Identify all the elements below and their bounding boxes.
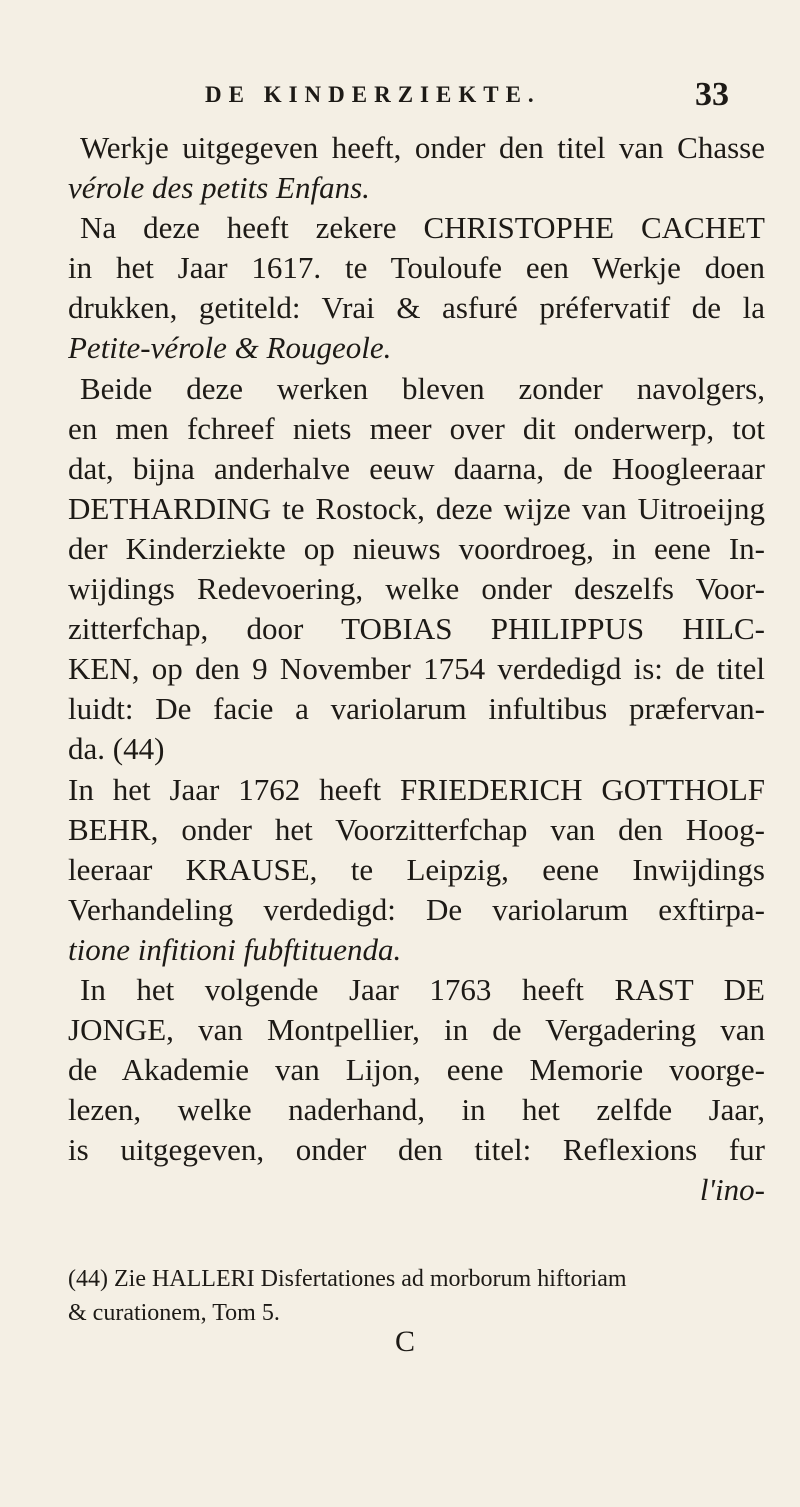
text-line: Verhandeling verdedigd: De variolarum exftirpa- (68, 891, 765, 927)
text-line: da. (44) (68, 731, 165, 767)
footnote (68, 1262, 765, 1330)
text-line: is uitgegeven, onder den titel: Reflexions fur (68, 1132, 765, 1168)
text-line: BEHR, onder het Voorzitterfchap van den Hoog- (68, 811, 765, 847)
text-line: DETHARDING te Rostock, deze wijze van Uitroeijng (68, 490, 765, 526)
text-line: der Kinderziekte op nieuws voordroeg, in eene In- (68, 530, 765, 566)
text-line: lezen, welke naderhand, in het zelfde Jaar, (68, 1092, 765, 1128)
text-line: Na deze heeft zekere CHRISTOPHE CACHET (80, 210, 765, 246)
signature-mark: C (395, 1325, 416, 1358)
text-line: leeraar KRAUSE, te Leipzig, eene Inwijdings (68, 851, 765, 887)
text-line: Beide deze werken bleven zonder navolgers, (80, 370, 765, 406)
text-line: in het Jaar 1617. te Touloufe een Werkje doen (68, 250, 765, 286)
text-line: drukken, getiteld: Vrai & asfuré préfervatif de la (68, 290, 765, 326)
text-line: en men fchreef niets meer over dit onderwerp, tot (68, 410, 765, 446)
text-line: zitterfchap, door TOBIAS PHILIPPUS HILC- (68, 611, 765, 647)
page-number: 33 (695, 76, 729, 113)
text-line: tione infitioni fubftituenda. (68, 931, 402, 967)
text-line: JONGE, van Montpellier, in de Vergadering van (68, 1012, 765, 1048)
text-line: In het volgende Jaar 1763 heeft RAST DE (80, 971, 765, 1007)
body-text (68, 128, 765, 1211)
text-line: Werkje uitgegeven heeft, onder den titel van Chasse (80, 130, 765, 165)
page-header (0, 74, 800, 124)
text-line: vérole des petits Enfans. (68, 170, 370, 206)
text-line: Petite-vérole & Rougeole. (68, 330, 392, 366)
text-line: dat, bijna anderhalve eeuw daarna, de Hoogleeraar (68, 450, 765, 486)
catchword: l'ino- (699, 1172, 765, 1208)
running-head: DE KINDERZIEKTE. (205, 82, 541, 107)
text-line: luidt: De facie a variolarum infultibus præfervan- (68, 691, 765, 727)
footnote-line: (44) Zie HALLERI Disfertationes ad morborum hiftoriam (68, 1266, 627, 1292)
text-line: de Akademie van Lijon, eene Memorie voorge- (68, 1052, 765, 1088)
text-line: KEN, op den 9 November 1754 verdedigd is: de titel (68, 651, 765, 687)
text-line: wijdings Redevoering, welke onder deszelfs Voor- (68, 571, 765, 607)
footnote-line: & curationem, Tom 5. (68, 1300, 280, 1326)
text-line: In het Jaar 1762 heeft FRIEDERICH GOTTHOLF (68, 771, 765, 807)
